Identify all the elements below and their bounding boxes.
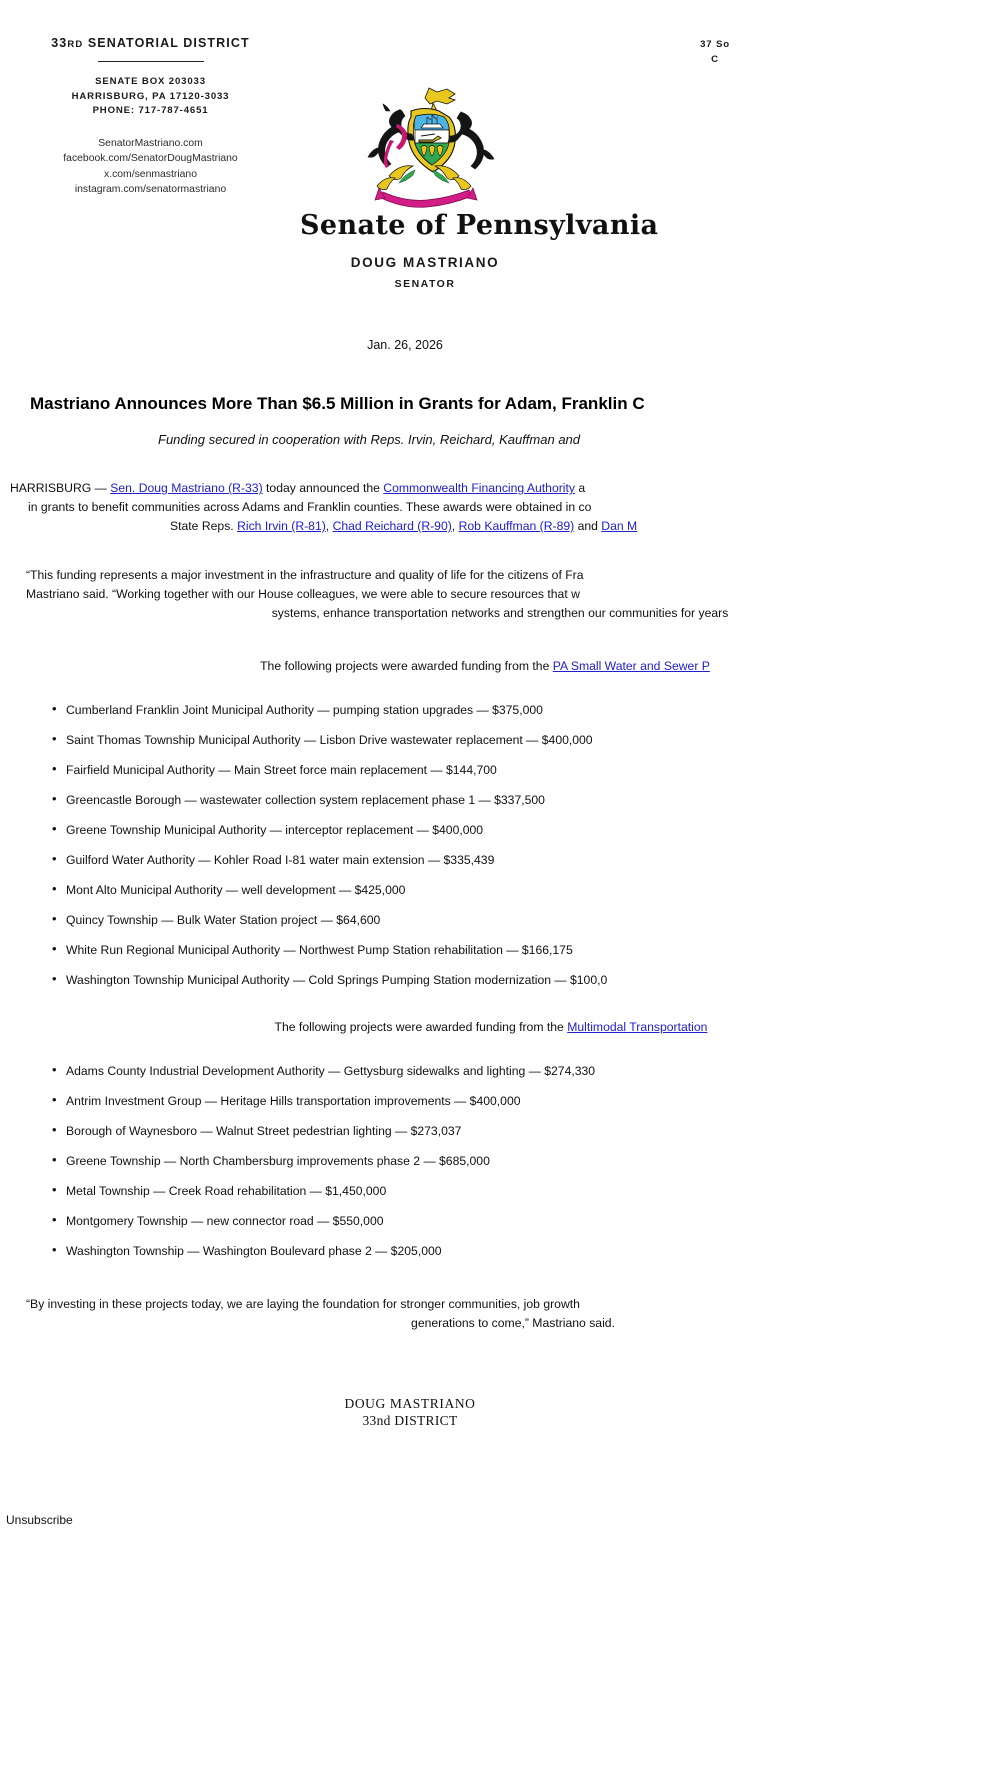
page-title: Mastriano Announces More Than $6.5 Million in Grants for Adam, Franklin C [30,394,645,413]
list-item: • Quincy Township — Bulk Water Station project — $64,600 [52,912,1000,928]
social-links-block [18,136,283,198]
list-item: • Saint Thomas Township Municipal Authority — Lisbon Drive wastewater replacement — $400,000 [52,732,1000,748]
lead-line-1 [10,479,840,498]
release-date: Jan. 26, 2026 [367,338,443,352]
list-item: • Montgomery Township — new connector road — $550,000 [52,1213,1000,1229]
senator-role: SENATOR [394,278,456,290]
letterhead [0,0,1000,310]
district-office-address-line1: 37 So [700,39,730,50]
lead-sep-1: , [325,519,333,533]
list-item: • Greene Township Municipal Authority — interceptor replacement — $400,000 [52,822,1000,838]
list-item: • Greencastle Borough — wastewater collection system replacement phase 1 — $337,500 [52,792,1000,808]
section-2-intro-prefix: The following projects were awarded funding from the [274,1020,568,1034]
lead-sep-2: , [451,519,459,533]
senate-of-pennsylvania-title: Senate of Pennsylvania [300,210,659,241]
district-title: 33RD SENATORIAL DISTRICT [51,36,250,50]
list-item: • Metal Township — Creek Road rehabilitation — $1,450,000 [52,1183,1000,1199]
lead-line-3 [10,517,840,536]
link-multimodal-transportation-fund[interactable]: Multimodal Transportation [567,1020,708,1034]
list-item: • Cumberland Franklin Joint Municipal Authority — pumping station upgrades — $375,000 [52,702,1000,718]
lead-paragraph [0,479,840,536]
letterhead-divider [98,61,204,62]
website-link[interactable]: SenatorMastriano.com [98,137,203,149]
link-senator-mastriano[interactable]: Sen. Doug Mastriano (R-33) [110,481,263,495]
quote1-line-3: systems, enhance transportation networks and strengthen our communities for years [271,606,729,620]
list-item: • Greene Township — North Chambersburg improvements phase 2 — $685,000 [52,1153,1000,1169]
list-item: • Mont Alto Municipal Authority — well development — $425,000 [52,882,1000,898]
link-rep-dan-m[interactable]: Dan M [601,519,638,533]
quote2-line-2: generations to come,” Mastriano said. [411,1316,615,1330]
lead-text-after-cfa: a [575,481,586,495]
email-footer [0,1513,1000,1527]
section-1-intro-prefix: The following projects were awarded funding from the [260,659,553,673]
senator-name: DOUG MASTRIANO [350,255,500,270]
link-rep-rich-irvin[interactable]: Rich Irvin (R-81) [237,519,326,533]
lead-text-after-senator: today announced the [262,481,384,495]
quote1-line-1: “This funding represents a major investment in the infrastructure and quality of life for the citizens of Fra [26,568,584,582]
unsubscribe-link[interactable]: Unsubscribe [6,1513,73,1527]
water-sewer-project-list [0,702,1000,988]
signature-block [0,1395,820,1429]
link-pa-small-water-and-sewer-program[interactable]: PA Small Water and Sewer P [552,659,710,673]
link-rep-rob-kauffman[interactable]: Rob Kauffman (R-89) [458,519,575,533]
facebook-link[interactable]: facebook.com/SenatorDougMastriano [63,153,238,164]
signature-district: 33nd DISTRICT [362,1413,458,1428]
lead-sep-3: and [574,519,602,533]
link-commonwealth-financing-authority[interactable]: Commonwealth Financing Authority [383,481,575,495]
senate-box-line: SENATE BOX 203033 [95,76,206,87]
quote-paragraph-2 [0,1295,830,1333]
list-item: • Adams County Industrial Development Authority — Gettysburg sidewalks and lighting — $274,330 [52,1063,1000,1079]
section-2-intro [0,1018,830,1037]
lead-line3-prefix: State Reps. [170,519,238,533]
phone-line: PHONE: 717-787-4651 [92,105,209,116]
letterhead-center-block [300,84,659,290]
pennsylvania-coat-of-arms-icon [337,84,513,206]
city-state-zip-line: HARRISBURG, PA 17120-3033 [71,90,230,102]
lead-line-2: in grants to benefit communities across Adams and Franklin counties. These awards were obtained in co [28,500,592,514]
x-twitter-link[interactable]: x.com/senmastriano [104,168,197,180]
quote1-line-2: Mastriano said. “Working together with our House colleagues, we were able to secure resources that w [26,587,580,601]
section-2-intro-line [0,1018,830,1037]
multimodal-project-list [0,1063,1000,1259]
district-office-address-line2: C [711,53,719,65]
section-1-intro [0,657,830,676]
subheadline: Funding secured in cooperation with Reps. Irvin, Reichard, Kauffman and [158,432,581,447]
quote2-line-1: “By investing in these projects today, we are laying the foundation for stronger communities, job growth [26,1297,580,1311]
list-item: • Antrim Investment Group — Heritage Hills transportation improvements — $400,000 [52,1093,1000,1109]
letterhead-left-block [18,36,283,198]
list-item: • White Run Regional Municipal Authority — Northwest Pump Station rehabilitation — $166,175 [52,942,1000,958]
dateline: HARRISBURG — [10,481,111,495]
list-item: • Washington Township — Washington Boulevard phase 2 — $205,000 [52,1243,1000,1259]
section-1-intro-line [0,657,830,676]
link-rep-chad-reichard[interactable]: Chad Reichard (R-90) [332,519,452,533]
list-item: • Guilford Water Authority — Kohler Road I-81 water main extension — $335,439 [52,852,1000,868]
list-item: • Borough of Waynesboro — Walnut Street pedestrian lighting — $273,037 [52,1123,1000,1139]
district-title-ordinal: RD [67,39,84,50]
list-item: • Fairfield Municipal Authority — Main Street force main replacement — $144,700 [52,762,1000,778]
list-item: • Washington Township Municipal Authority — Cold Springs Pumping Station modernization — $100,0 [52,972,1000,988]
letterhead-right-block [585,38,845,67]
instagram-link[interactable]: instagram.com/senatormastriano [74,184,227,195]
quote-paragraph-1 [0,566,830,623]
signature-name: DOUG MASTRIANO [344,1396,476,1411]
